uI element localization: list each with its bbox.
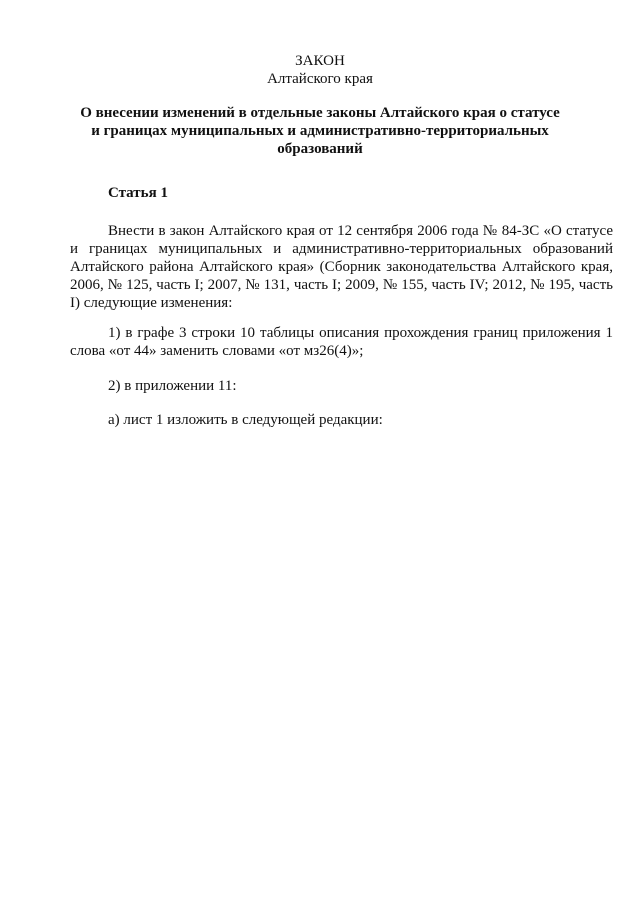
paragraph-amendment-intro: Внести в закон Алтайского края от 12 сентября 2006 года № 84-ЗС «О статусе и границах муниципальных и административно-территориальных образований Алтайского района Алтайского края» (Сборник законодательства Алтайского края, 2006, № 125, часть I; 2007, № 131, часть I; 2009, № 155, часть IV; 2012, № 195, часть I) следующие изменения: (70, 223, 613, 311)
paragraph-item-2a: а) лист 1 изложить в следующей редакции: (108, 412, 383, 428)
region-title: Алтайского края (267, 71, 373, 87)
article-heading: Статья 1 (108, 185, 168, 201)
law-title: ЗАКОН (295, 53, 345, 69)
paragraph-item-1: 1) в графе 3 строки 10 таблицы описания прохождения границ приложения 1 слова «от 44» заменить словами «от мз26(4)»; (70, 325, 613, 359)
paragraph-item-2: 2) в приложении 11: (108, 378, 237, 394)
law-subject: О внесении изменений в отдельные законы Алтайского края о статусе и границах муниципальных и административно-территориальных образований (80, 105, 560, 157)
